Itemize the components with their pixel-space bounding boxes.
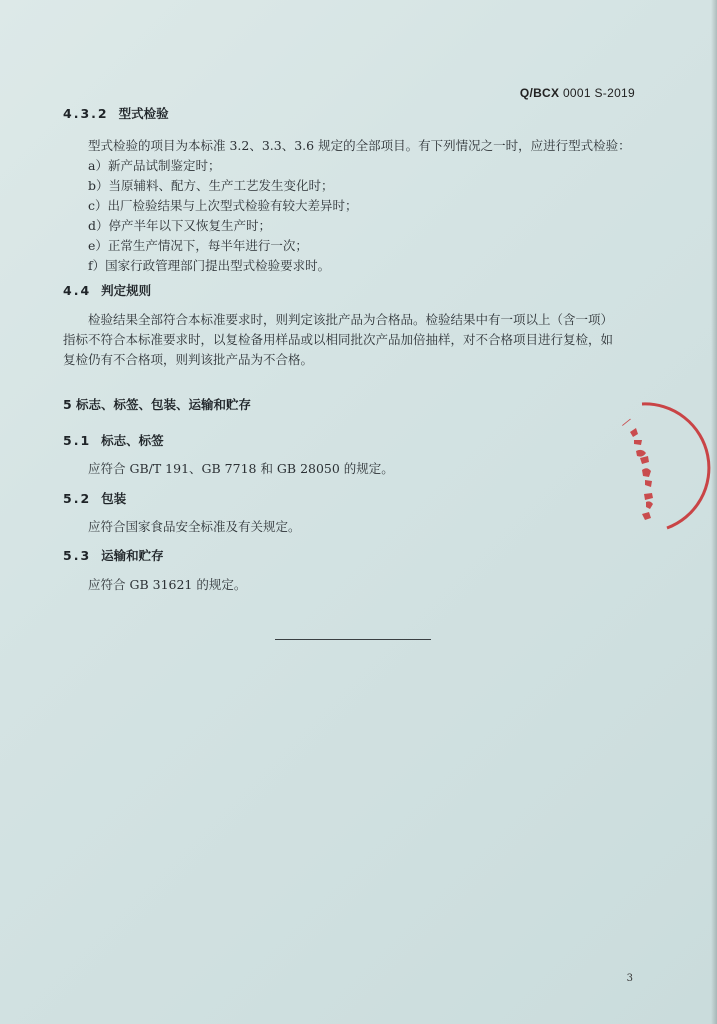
section-title: 5 标志、标签、包装、运输和贮存 [63, 397, 252, 412]
section-title: 判定规则 [101, 283, 152, 298]
section-number: 5.3 [63, 548, 92, 563]
marking-label-text: 应符合 GB/T 191、GB 7718 和 GB 28050 的规定。 [88, 461, 394, 476]
judgement-rule-line: 检验结果全部符合本标准要求时，则判定该批产品为合格品。检验结果中有一项以上（含一项） [88, 312, 614, 327]
list-item: d）停产半年以下又恢复生产时； [88, 218, 272, 233]
judgement-rule-line: 复检仍有不合格项，则判该批产品为不合格。 [63, 352, 314, 367]
list-item: c）出厂检验结果与上次型式检验有较大差异时； [88, 198, 358, 213]
red-seal-stamp [612, 396, 717, 536]
section-title: 运输和贮存 [101, 548, 164, 563]
heading-4-4 [63, 281, 151, 299]
heading-4-3-2 [63, 104, 169, 122]
list-item: b）当原辅料、配方、生产工艺发生变化时； [88, 178, 334, 193]
type-inspection-intro: 型式检验的项目为本标准 3.2、3.3、3.6 规定的全部项目。有下列情况之一时，应进行型式检验： [88, 138, 631, 153]
doc-id-code: Q/BCX [519, 86, 560, 100]
list-item: a）新产品试制鉴定时； [88, 158, 221, 173]
section-number: 5.1 [63, 433, 92, 448]
heading-5-2 [63, 489, 126, 507]
list-item: f）国家行政管理部门提出型式检验要求时。 [88, 258, 331, 273]
seal-stamp-graphic [612, 396, 717, 536]
heading-5 [63, 395, 251, 413]
heading-5-3 [63, 546, 164, 564]
page-number: 3 [626, 973, 633, 984]
document-identifier [520, 86, 635, 100]
heading-5-1 [63, 431, 164, 449]
list-item: e）正常生产情况下，每半年进行一次； [88, 238, 308, 253]
doc-id-number: 0001 S-2019 [559, 86, 635, 100]
section-number: 4.3.2 [63, 106, 109, 121]
transport-storage-text: 应符合 GB 31621 的规定。 [88, 577, 247, 592]
section-number: 5.2 [63, 491, 92, 506]
svg-text:⁄: ⁄ [622, 415, 630, 430]
packaging-text: 应符合国家食品安全标准及有关规定。 [88, 519, 301, 534]
section-title: 包装 [101, 491, 127, 506]
section-title: 型式检验 [118, 106, 169, 121]
end-divider-line [275, 639, 431, 640]
section-title: 标志、标签 [101, 433, 164, 448]
judgement-rule-line: 指标不符合本标准要求时，以复检备用样品或以相同批次产品加倍抽样，对不合格项目进行复检，如 [63, 332, 614, 347]
page-edge-shadow [711, 0, 717, 1024]
section-number: 4.4 [63, 283, 92, 298]
